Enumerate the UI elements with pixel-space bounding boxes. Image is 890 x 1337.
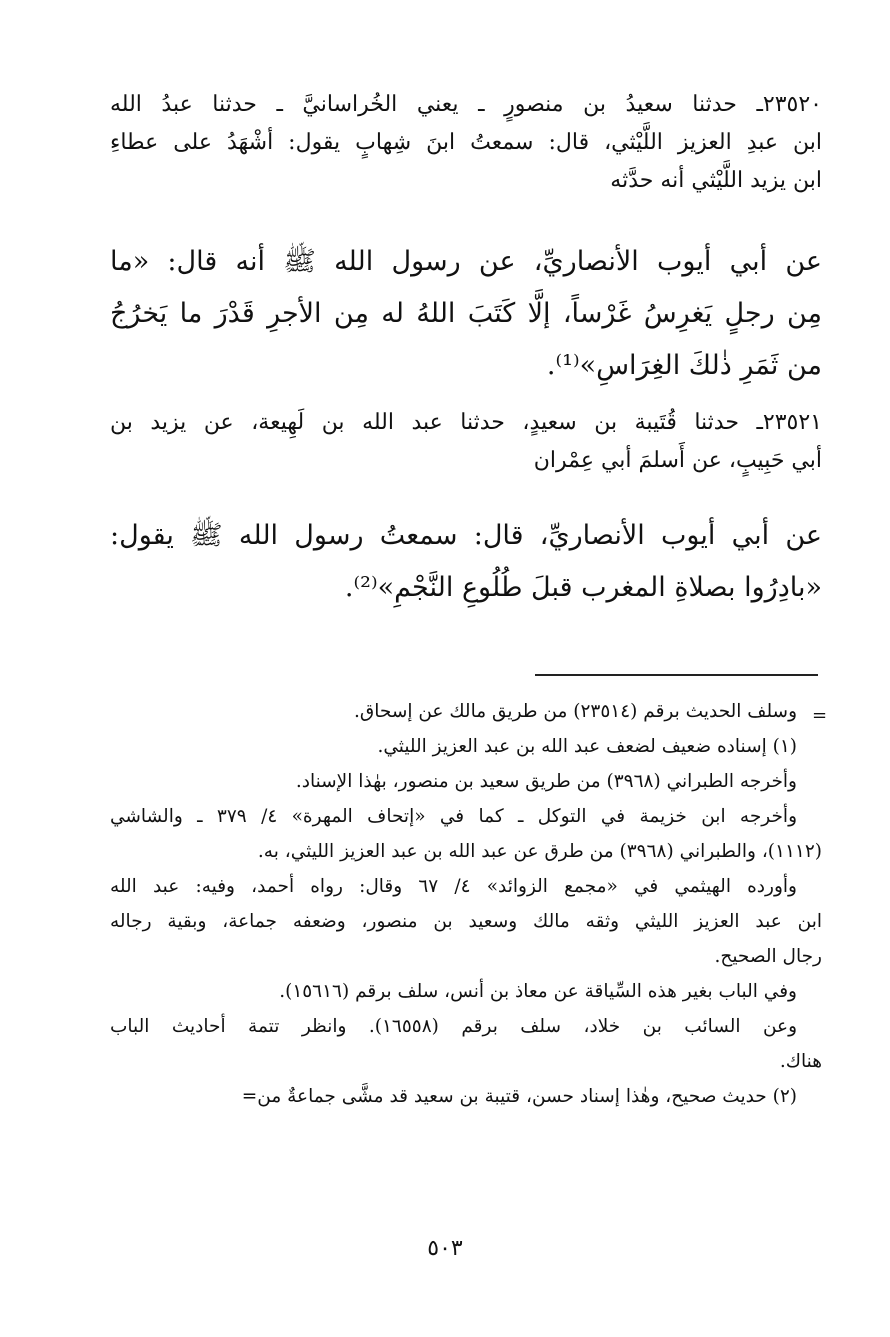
page-number: ٥٠٣ <box>427 1236 463 1261</box>
text-line: من ثَمَرِ ذٰلكَ الغِرَاسِ»⁽¹⁾. <box>546 350 822 381</box>
text-line: «بادِرُوا بصلاةِ المغرب قبلَ طُلُوعِ النَّجْمِ»⁽²⁾. <box>344 572 822 603</box>
hadith-23520-isnad <box>110 86 822 200</box>
text-line: عن أبي أيوب الأنصاريِّ، عن رسول الله ﷺ أنه قال: «ما <box>110 246 822 277</box>
hadith-23520-matn <box>110 236 822 392</box>
footnote-line: (١) إسناده ضعيف لضعف عبد الله بن عبد العزيز الليثي. <box>377 736 797 757</box>
footnote-line: ابن عبد العزيز الليثي وثقه مالك وسعيد بن منصور، وضعفه جماعة، وبقية رجاله <box>110 911 822 932</box>
continuation-mark: = <box>812 705 828 726</box>
text-line: ابن عبدِ العزيز اللَّيْثي، قال: سمعتُ ابنَ شِهابٍ يقول: أشْهَدُ على عطاءِ <box>110 130 822 155</box>
hadith-23521-matn <box>110 510 822 614</box>
footnotes <box>110 694 822 1114</box>
hadith-23521-isnad <box>110 404 822 480</box>
footnote-line: (١١١٢)، والطبراني (٣٩٦٨) من طرق عن عبد الله بن عبد العزيز الليثي، به. <box>257 841 822 862</box>
footnote-line: وأخرجه ابن خزيمة في التوكل ـ كما في «إتحاف المهرة» ٤/ ٣٧٩ ـ والشاشي <box>110 806 798 827</box>
text-line: عن أبي أيوب الأنصاريِّ، قال: سمعتُ رسول الله ﷺ يقول: <box>110 520 822 551</box>
footnote-line: رجال الصحيح. <box>714 946 822 967</box>
text-line: مِن رجلٍ يَغرِسُ غَرْساً، إلَّا كَتَبَ اللهُ له مِن الأجرِ قَدْرَ ما يَخرُجُ <box>110 298 822 329</box>
footnote-line: وسلف الحديث برقم (٢٣٥١٤) من طريق مالك عن إسحاق. <box>354 701 797 722</box>
text-line: أبي حَبِيبٍ، عن أَسلمَ أبي عِمْران <box>533 448 822 473</box>
text-line: ٢٣٥٢٠ـ حدثنا سعيدُ بن منصورٍ ـ يعني الخُراسانيَّ ـ حدثنا عبدُ الله <box>110 92 822 117</box>
footnote-line: وأخرجه الطبراني (٣٩٦٨) من طريق سعيد بن منصور، بهٰذا الإسناد. <box>295 771 797 792</box>
footnote-line: (٢) حديث صحيح، وهٰذا إسناد حسن، قتيبة بن سعيد قد مشَّى جماعةٌ من= <box>241 1086 797 1107</box>
footnote-line: وأورده الهيثمي في «مجمع الزوائد» ٤/ ٦٧ وقال: رواه أحمد، وفيه: عبد الله <box>110 876 797 897</box>
text-line: ٢٣٥٢١ـ حدثنا قُتَيبة بن سعيدٍ، حدثنا عبد الله بن لَهِيعة، عن يزيد بن <box>110 410 822 435</box>
footnote-separator <box>535 674 818 676</box>
footnote-line: وعن السائب بن خلاد، سلف برقم (١٦٥٥٨). وانظر تتمة أحاديث الباب <box>110 1016 798 1037</box>
text-line: ابن يزيد اللَّيْثي أنه حدَّثه <box>610 168 822 193</box>
footnote-line: هناك. <box>779 1051 822 1072</box>
footnote-line: وفي الباب بغير هذه السِّياقة عن معاذ بن أنس، سلف برقم (١٥٦١٦). <box>279 981 797 1002</box>
